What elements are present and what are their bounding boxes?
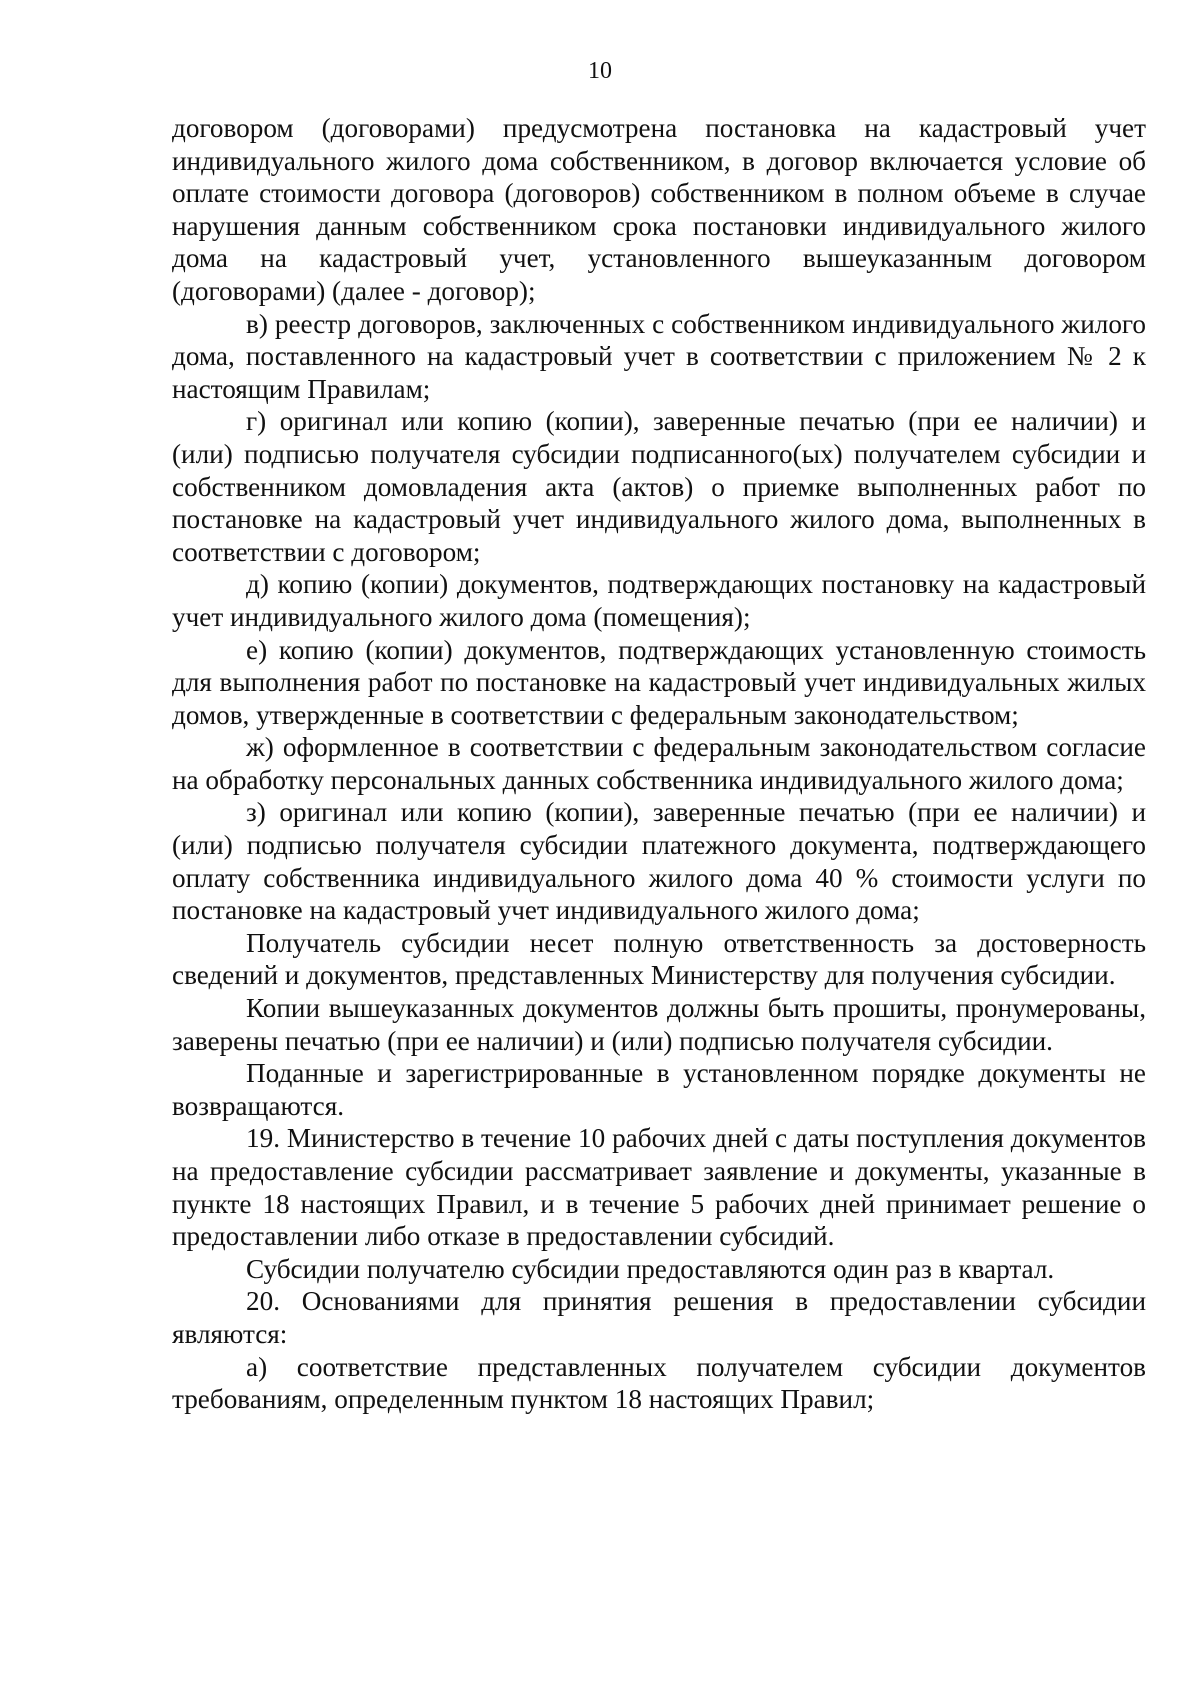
- paragraph-copies: Копии вышеуказанных документов должны быть прошиты, пронумерованы, заверены печатью (при ее наличии) и (или) подписью получателя субсидии.: [172, 993, 1146, 1056]
- paragraph-item-d: д) копию (копии) документов, подтверждающих постановку на кадастровый учет индивидуального жилого дома (помещения);: [172, 569, 1146, 632]
- paragraph-clause-20: 20. Основаниями для принятия решения в предоставлении субсидии являются:: [172, 1286, 1146, 1349]
- document-body: [172, 112, 1146, 1416]
- paragraph-item-g: г) оригинал или копию (копии), заверенные печатью (при ее наличии) и (или) подписью получателя субсидии подписанного(ых) получателем субсидии и собственником домовладения акта (актов) о приемке выполненных работ по постановке на кадастровый учет индивидуального жилого дома, выполненных в соответствии с договором;: [172, 406, 1146, 567]
- paragraph-not-returned: Поданные и зарегистрированные в установленном порядке документы не возвращаются.: [172, 1058, 1146, 1121]
- paragraph-item-e: е) копию (копии) документов, подтверждающих установленную стоимость для выполнения работ по постановке на кадастровый учет индивидуальных жилых домов, утвержденные в соответствии с федеральным законодательством;: [172, 634, 1146, 730]
- paragraph-item-z: з) оригинал или копию (копии), заверенные печатью (при ее наличии) и (или) подписью получателя субсидии платежного документа, подтверждающего оплату собственника индивидуального жилого дома 40 % стоимости услуги по постановке на кадастровый учет индивидуального жилого дома;: [172, 797, 1146, 926]
- paragraph-item-zh: ж) оформленное в соответствии с федеральным законодательством согласие на обработку персональных данных собственника индивидуального жилого дома;: [172, 732, 1146, 795]
- paragraph-item-v: в) реестр договоров, заключенных с собственником индивидуального жилого дома, поставленного на кадастровый учет в соответствии с приложением № 2 к настоящим Правилам;: [172, 308, 1146, 404]
- paragraph-quarterly: Субсидии получателю субсидии предоставляются один раз в квартал.: [246, 1253, 1055, 1284]
- paragraph-responsibility: Получатель субсидии несет полную ответственность за достоверность сведений и документов, представленных Министерству для получения субсидии.: [172, 927, 1146, 991]
- paragraph-continuation: договором (договорами) предусмотрена постановка на кадастровый учет индивидуального жилого дома собственником, в договор включается условие об оплате стоимости договора (договоров) собственником в полном объеме в случае нарушения данным собственником срока постановки индивидуального жилого дома на кадастровый учет, установленного вышеуказанным договором (договорами) (далее - договор);: [172, 113, 1146, 306]
- paragraph-item-a: а) соответствие представленных получателем субсидии документов требованиям, определенным пунктом 18 настоящих Правил;: [172, 1351, 1146, 1415]
- paragraph-clause-19: 19. Министерство в течение 10 рабочих дней с даты поступления документов на предоставление субсидии рассматривает заявление и документы, указанные в пункте 18 настоящих Правил, и в течение 5 рабочих дней принимает решение о предоставлении либо отказе в предоставлении субсидий.: [172, 1123, 1146, 1252]
- page-number: 10: [588, 58, 612, 84]
